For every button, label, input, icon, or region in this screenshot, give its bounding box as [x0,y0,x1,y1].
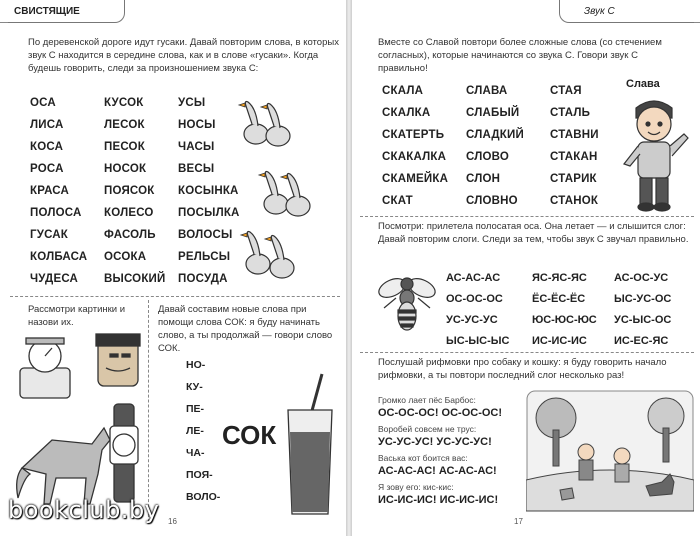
word: СТАРИК [550,173,597,185]
wasp-illustration [376,270,438,334]
word-col-2 [104,92,165,290]
syllable-chain: ЯС-ЯС-ЯС [532,272,587,284]
word-col-1 [30,92,87,290]
word: ФАСОЛЬ [104,229,156,241]
word: РОСА [30,163,64,175]
word: СТАЛЬ [550,107,591,119]
right-page [352,0,700,536]
word: КОЛЕСО [104,207,154,219]
header-rule [694,22,700,23]
left-header: СВИСТЯЩИЕ [8,0,125,23]
syllable-chain: ЁС-ЁС-ЁС [532,293,586,305]
word: ЛЕСОК [104,119,145,131]
word: СТАКАН [550,151,598,163]
sok-word: СОК [222,420,277,450]
word: РЕЛЬСЫ [178,251,231,263]
park-scene-illustration [526,390,694,512]
rhyme-list [378,394,528,510]
word: СКАКАЛКА [382,151,447,163]
word: СТАЯ [550,85,582,97]
right-header: Звук С [559,0,694,23]
word: ВОЛОСЫ [178,229,233,241]
word: ЛИСА [30,119,64,131]
naming-pictures [12,328,144,508]
syllable-chain: ЫС-ЫС-ЫС [446,335,510,347]
word: СЛОН [466,173,501,185]
word-col-3 [178,92,240,290]
right-intro: Вместе со Славой повтори более сложные слова (со стечением согласных), которые начинаются со звука С. Говори звук С правильно! [378,37,662,74]
sok-prefix: ЧА- [186,447,205,459]
word: КУСОК [104,97,144,109]
left-intro: По деревенской дороге идут гусаки. Давай повторим слова, в которых звук С находится в середине слова, как и в слове «гусаки». Когда будешь говорить, следи за произношением звука С: [28,37,339,74]
word: СЛАВА [466,85,508,97]
word: КРАСА [30,185,70,197]
divider-horizontal [360,216,694,217]
rhyme-line: Громко лает пёс Барбос: [378,395,476,405]
sok-prefix: НО- [186,359,206,371]
divider-horizontal [360,352,694,353]
syllable-chain: ОС-ОС-ОС [446,293,503,305]
juice-glass-illustration [282,372,338,518]
word: ПОСЫЛКА [178,207,240,219]
sok-prefix: ПОЯ- [186,469,213,481]
word: СКАТЕРТЬ [382,129,445,141]
syllable-col-2 [532,268,597,347]
word: ВЫСОКИЙ [104,273,166,285]
geese-illustration [236,96,336,296]
left-page [0,0,346,536]
word: НОСЫ [178,119,216,131]
rhyme-answer: ОС-ОС-ОС! ОС-ОС-ОС! [378,407,503,419]
word: СКАТ [382,195,413,207]
rhyme-task: Послушай рифмовки про собаку и кошку: я буду говорить начало рифмовки, а ты повтори последний слог несколько раз! [378,357,667,381]
word: НОСОК [104,163,147,175]
word: УСЫ [178,97,206,109]
word: СТАНОК [550,195,599,207]
word: КОЛБАСА [30,251,88,263]
word: СЛОВНО [466,195,518,207]
word: СЛАБЫЙ [466,107,520,119]
word: СЛОВО [466,151,509,163]
rhyme-line: Воробей совсем не трус: [378,424,477,434]
rhyme-line: Васька кот боится вас: [378,453,468,463]
word: КОСЫНКА [178,185,239,197]
word: ЧУДЕСА [30,273,79,285]
word: СЛАДКИЙ [466,129,524,141]
word: ПОЯСОК [104,185,155,197]
syllable-chain: ЫС-УС-ОС [614,293,672,305]
word-col-3 [550,80,599,212]
syllable-col-1 [446,268,510,347]
word: ВЕСЫ [178,163,215,175]
word: СКАМЕЙКА [382,173,449,185]
header-rule [0,22,8,23]
syllable-chain: УС-УС-УС [446,314,498,326]
page-number-right: 17 [514,517,523,526]
word: СКАЛА [382,85,424,97]
rhyme-answer: ИС-ИС-ИС! ИС-ИС-ИС! [378,494,499,506]
sok-prefix: КУ- [186,381,203,393]
wasp-task: Посмотри: прилетела полосатая оса. Она летает — и слышится слог: Давай повторим слоги. Следи за тем, чтобы звук С звучал правильно. [378,221,689,245]
page-number-left: 16 [168,517,177,526]
sok-task: Давай составим новые слова при помощи слова СОК: я буду начинать слово, а ты продолжай — говори слово СОК. [158,304,333,354]
sok-prefix: ВОЛО- [186,491,221,503]
syllable-chain: ИС-ЕС-ЯС [614,335,669,347]
syllable-chain: АС-АС-АС [446,272,501,284]
word: ПЕСОК [104,141,145,153]
rhyme-answer: УС-УС-УС! УС-УС-УС! [378,436,492,448]
syllable-chain: ИС-ИС-ИС [532,335,587,347]
word: СКАЛКА [382,107,431,119]
divider-horizontal [10,296,340,297]
divider-vertical [148,300,149,522]
word: ГУСАК [30,229,69,241]
sok-prefix: ЛЕ- [186,425,204,437]
word-col-2 [466,80,524,212]
boy-slava-illustration [614,94,694,212]
syllable-chain: УС-ЫС-ОС [614,314,672,326]
pictures-task: Рассмотри картинки и назови их. [28,304,126,328]
rhyme-answer: АС-АС-АС! АС-АС-АС! [378,465,497,477]
watermark: bookclub.by [8,496,160,524]
sok-prefix-list [186,354,220,508]
character-name: Слава [626,78,660,90]
word-col-1 [382,80,448,212]
syllable-col-3 [614,268,672,347]
syllable-chain: ЮС-ЮС-ЮС [532,314,597,326]
syllable-chain: АС-ОС-УС [614,272,669,284]
word: ПОЛОСА [30,207,82,219]
word: ПОСУДА [178,273,228,285]
word: ОСА [30,97,56,109]
word: СТАВНИ [550,129,599,141]
rhyme-line: Я зову его: кис-кис: [378,482,454,492]
word: ЧАСЫ [178,141,215,153]
word: ОСОКА [104,251,147,263]
word: КОСА [30,141,64,153]
sok-prefix: ПЕ- [186,403,205,415]
